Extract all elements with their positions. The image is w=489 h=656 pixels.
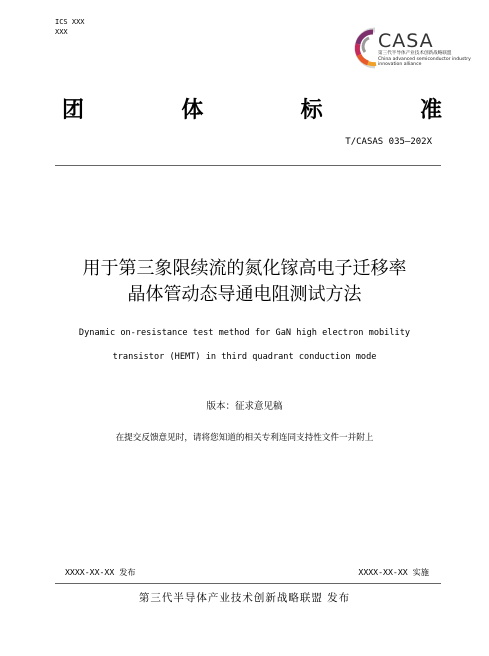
english-title-line-1: Dynamic on-resistance test method for GaN high electron mobility xyxy=(78,328,411,338)
publisher-line: 第三代半导体产业技术创新战略联盟 发布 xyxy=(138,592,351,604)
logo-wordmark: CASA xyxy=(378,30,434,52)
english-title-line-2: transistor (HEMT) in third quadrant conduction mode xyxy=(112,352,377,362)
logo-english-line-1: China advanced semiconductor industry xyxy=(378,57,471,62)
ccs-line: XXX xyxy=(55,28,68,36)
ics-code-block xyxy=(55,17,85,37)
publish-date: XXXX-XX-XX 发布 xyxy=(65,567,136,577)
patent-notice: 在提交反馈意见时，请将您知道的相关专利连同支持性文件一并附上 xyxy=(115,433,374,443)
standard-type-char: 准 xyxy=(419,98,442,123)
standard-type-char: 团 xyxy=(62,98,85,123)
bottom-divider xyxy=(55,583,441,584)
chinese-title-line-2: 晶体管动态导通电阻测试方法 xyxy=(127,284,362,305)
logo-english-line-2: innovation alliance xyxy=(378,62,422,67)
standard-code: T/CASAS 035—202X xyxy=(345,137,432,147)
standard-type-char: 体 xyxy=(181,98,204,123)
casa-logo-mark xyxy=(357,30,376,66)
top-divider xyxy=(55,165,441,166)
chinese-title-line-1: 用于第三象限续流的氮化镓高电子迁移率 xyxy=(82,258,407,279)
standard-type-char: 标 xyxy=(300,98,323,123)
ics-line: ICS XXX xyxy=(55,18,85,26)
version-label: 版本：征求意见稿 xyxy=(206,401,283,412)
standard-type-heading xyxy=(62,93,442,124)
logo-chinese-name: 第三代半导体产业技术创新战略联盟 xyxy=(378,51,452,56)
implement-date: XXXX-XX-XX 实施 xyxy=(358,567,429,577)
